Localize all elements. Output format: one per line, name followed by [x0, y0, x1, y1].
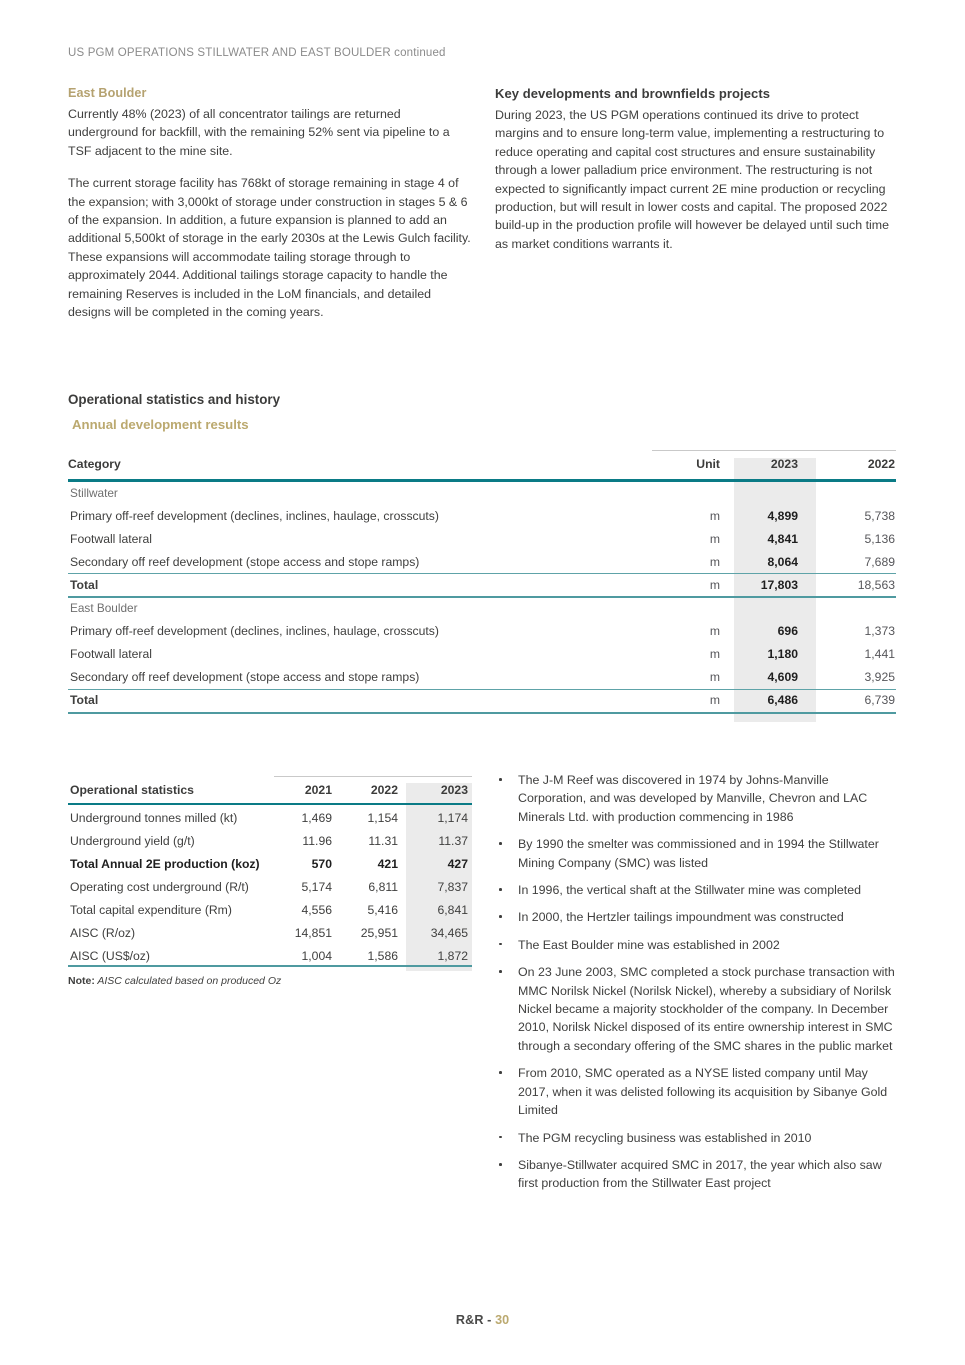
stats-row-label: AISC (R/oz) — [70, 925, 136, 940]
row-value-2023: 1,180 — [767, 646, 798, 661]
stats-row-2021: 11.96 — [302, 833, 332, 848]
row-category: Secondary off reef development (stope access and stope ramps) — [70, 554, 420, 569]
list-item — [495, 771, 895, 826]
stats-row-2022: 5,416 — [367, 902, 398, 917]
row-category: Primary off-reef development (declines, inclines, haulage, crosscuts) — [70, 508, 439, 523]
bullet-dot-icon — [499, 842, 502, 845]
list-item-text: By 1990 the smelter was commissioned and in 1994 the Stillwater Mining Company (SMC) was listed — [518, 837, 879, 870]
key-developments-heading: Key developments and brownfields projects — [495, 86, 771, 101]
total-label: Total — [70, 692, 99, 707]
stats-row-2021: 1,469 — [301, 810, 332, 825]
row-unit: m — [709, 508, 720, 523]
left-paragraph-2: The current storage facility has 768kt of storage remaining in stage 4 of the expansion; with 3,000kt of storage under construction in stages 5 & 6 of the expansion. In addition, a future expansion is planned to add an additional 5,500kt of storage in the early 2030s at the Lewis Gulch facility. These expansions will accommodate tailing storage through to approximately 2044. Additional tailings storage capacity to handle the remaining Reserves is included in the LoM financials, and detailed designs will be completed in the coming years. — [68, 176, 471, 320]
stats-row-2021: 5,174 — [301, 879, 332, 894]
stats-row-2023: 427 — [447, 856, 468, 871]
row-value-2023: 696 — [777, 623, 798, 638]
running-head: US PGM OPERATIONS STILLWATER AND EAST BOULDER continued — [68, 47, 446, 59]
list-item-text: On 23 June 2003, SMC completed a stock purchase transaction with MMC Norilsk Nickel (Norilsk Nickel), whereby a subsidiary of Norilsk Nickel became a majority stockholder of the company. In December 2010, Norilsk Nickel disposed of its entire ownership interest in SMC through a secondary offering of the SMC shares in the public market — [518, 965, 895, 1053]
row-value-2023: 4,899 — [767, 508, 798, 523]
row-value-2022: 7,689 — [864, 554, 895, 569]
row-unit: m — [709, 669, 720, 684]
note-label: Note: — [68, 975, 95, 987]
right-paragraph-1: During 2023, the US PGM operations continued its drive to protect margins and to ensure long-term value, implementing a restructuring to reduce operating and capital cost structures and ensure sustainability through a lower palladium price environment. The restructuring is not expected to significantly impact current 2E mine production or recycling production, but will result in lower costs and capital. The proposed 2022 build-up in the production profile will however be delayed until such time as market conditions warrants it. — [495, 108, 889, 251]
history-bullet-list — [495, 771, 895, 1193]
stats-row-label: Total Annual 2E production (koz) — [70, 856, 260, 871]
table-total-row — [68, 573, 896, 596]
row-category: Footwall lateral — [70, 646, 152, 661]
stats-row-label: Total capital expenditure (Rm) — [70, 902, 232, 917]
stats-row — [68, 944, 472, 967]
total-value-2022: 6,739 — [864, 692, 895, 707]
row-category: Footwall lateral — [70, 531, 152, 546]
stats-row-label: Underground tonnes milled (kt) — [70, 810, 238, 825]
table-total-row — [68, 688, 896, 711]
group-label-row — [68, 481, 896, 504]
row-value-2023: 8,064 — [767, 554, 798, 569]
page-number: 30 — [495, 1313, 510, 1327]
total-value-2023: 17,803 — [760, 577, 798, 592]
stats-row-2022: 1,154 — [367, 810, 398, 825]
section-subtitle: Annual development results — [72, 417, 249, 432]
total-unit: m — [709, 577, 720, 592]
page-footer — [0, 1313, 965, 1327]
row-category: Secondary off reef development (stope access and stope ramps) — [70, 669, 420, 684]
list-item-text: The PGM recycling business was established in 2010 — [518, 1130, 812, 1145]
list-item — [495, 1156, 895, 1193]
stats-row — [68, 829, 472, 852]
table-row — [68, 504, 896, 527]
row-value-2023: 4,609 — [767, 669, 798, 684]
bullet-dot-icon — [499, 915, 502, 918]
list-item — [495, 936, 895, 954]
stats-col-header-2022: 2022 — [370, 782, 398, 797]
annual-development-results-table — [68, 450, 896, 711]
note-text: AISC calculated based on produced Oz — [94, 975, 282, 987]
bullet-dot-icon — [499, 1163, 502, 1166]
list-item-text: Sibanye-Stillwater acquired SMC in 2017, the year which also saw first production from the Stillwater East project — [518, 1157, 882, 1191]
bullet-dot-icon — [499, 778, 502, 781]
row-value-2022: 3,925 — [864, 669, 895, 684]
footer-label: R&R - — [455, 1313, 496, 1327]
list-item — [495, 1129, 895, 1147]
stats-row-2021: 1,004 — [301, 948, 332, 963]
list-item — [495, 908, 895, 926]
table-header-row — [68, 450, 896, 481]
total-value-2022: 18,563 — [857, 577, 895, 592]
stats-col-header-2021: 2021 — [304, 782, 332, 797]
right-text-column — [495, 86, 895, 253]
stats-note — [68, 975, 281, 987]
stats-row-2023: 6,841 — [437, 902, 468, 917]
table-row — [68, 550, 896, 573]
list-item — [495, 881, 895, 899]
stats-row — [68, 806, 472, 829]
list-item-text: The East Boulder mine was established in 2002 — [518, 937, 780, 952]
east-boulder-heading: East Boulder — [68, 86, 147, 100]
row-value-2023: 4,841 — [767, 531, 798, 546]
group-label: Stillwater — [70, 485, 118, 500]
group-label-row — [68, 596, 896, 619]
stats-row-2021: 570 — [311, 856, 332, 871]
row-value-2022: 5,136 — [864, 531, 895, 546]
stats-row-2021: 4,556 — [301, 902, 332, 917]
row-category: Primary off-reef development (declines, inclines, haulage, crosscuts) — [70, 623, 439, 638]
col-header-category: Category — [68, 457, 121, 471]
stats-row-label: AISC (US$/oz) — [70, 948, 150, 963]
bullet-dot-icon — [499, 1071, 502, 1074]
total-value-2023: 6,486 — [767, 692, 798, 707]
table-row — [68, 527, 896, 550]
stats-row — [68, 875, 472, 898]
stats-row-2023: 1,174 — [437, 810, 468, 825]
row-value-2022: 1,373 — [864, 623, 895, 638]
row-unit: m — [709, 623, 720, 638]
stats-row — [68, 852, 472, 875]
table-row — [68, 642, 896, 665]
row-unit: m — [709, 531, 720, 546]
table-row — [68, 665, 896, 688]
operational-statistics-table — [68, 776, 472, 967]
left-text-column — [68, 86, 472, 321]
stats-row-2022: 6,811 — [368, 879, 398, 894]
stats-row-label: Underground yield (g/t) — [70, 833, 195, 848]
list-item — [495, 1064, 895, 1119]
list-item-text: In 1996, the vertical shaft at the Stillwater mine was completed — [518, 883, 861, 898]
total-unit: m — [709, 692, 720, 707]
bullet-dot-icon — [499, 943, 502, 946]
stats-row-2023: 11.37 — [438, 833, 468, 848]
stats-row-2023: 1,872 — [437, 948, 468, 963]
bullet-dot-icon — [499, 970, 502, 973]
stats-row-2021: 14,851 — [294, 925, 332, 940]
stats-row-2022: 11.31 — [368, 833, 398, 848]
stats-row-label: Operating cost underground (R/t) — [70, 879, 249, 894]
col-header-2023: 2023 — [770, 457, 798, 471]
list-item-text: From 2010, SMC operated as a NYSE listed company until May 2017, when it was delisted following its acquisition by Sibanye Gold Limited — [518, 1066, 888, 1118]
stats-row-2022: 421 — [377, 856, 398, 871]
list-item-text: The J-M Reef was discovered in 1974 by Johns-Manville Corporation, and was developed by Manville, Chevron and LAC Minerals Ltd. with production commencing in 1986 — [518, 773, 868, 824]
left-paragraph-1: Currently 48% (2023) of all concentrator tailings are returned underground for backfill, with the remaining 52% sent via pipeline to a TSF adjacent to the mine site. — [68, 107, 450, 158]
group-label: East Boulder — [70, 600, 138, 615]
bullet-dot-icon — [499, 888, 502, 891]
stats-col-header-label: Operational statistics — [70, 782, 194, 797]
section-title: Operational statistics and history — [68, 392, 281, 407]
col-header-2022: 2022 — [867, 457, 895, 471]
list-item — [495, 963, 895, 1055]
bullet-dot-icon — [499, 1136, 502, 1139]
stats-row — [68, 921, 472, 944]
stats-header-row — [68, 776, 472, 806]
stats-row-2023: 34,465 — [430, 925, 468, 940]
list-item — [495, 835, 895, 872]
stats-row-2022: 25,951 — [360, 925, 398, 940]
stats-row-2022: 1,586 — [367, 948, 398, 963]
table-row — [68, 619, 896, 642]
stats-col-header-2023: 2023 — [440, 782, 468, 797]
col-header-unit: Unit — [696, 457, 720, 471]
row-unit: m — [709, 646, 720, 661]
list-item-text: In 2000, the Hertzler tailings impoundment was constructed — [518, 910, 844, 925]
row-value-2022: 5,738 — [864, 508, 895, 523]
eastboulder-total-bottom-rule — [68, 712, 896, 714]
row-value-2022: 1,441 — [864, 646, 895, 661]
total-label: Total — [70, 577, 99, 592]
stats-row — [68, 898, 472, 921]
stats-row-2023: 7,837 — [437, 879, 468, 894]
row-unit: m — [709, 554, 720, 569]
